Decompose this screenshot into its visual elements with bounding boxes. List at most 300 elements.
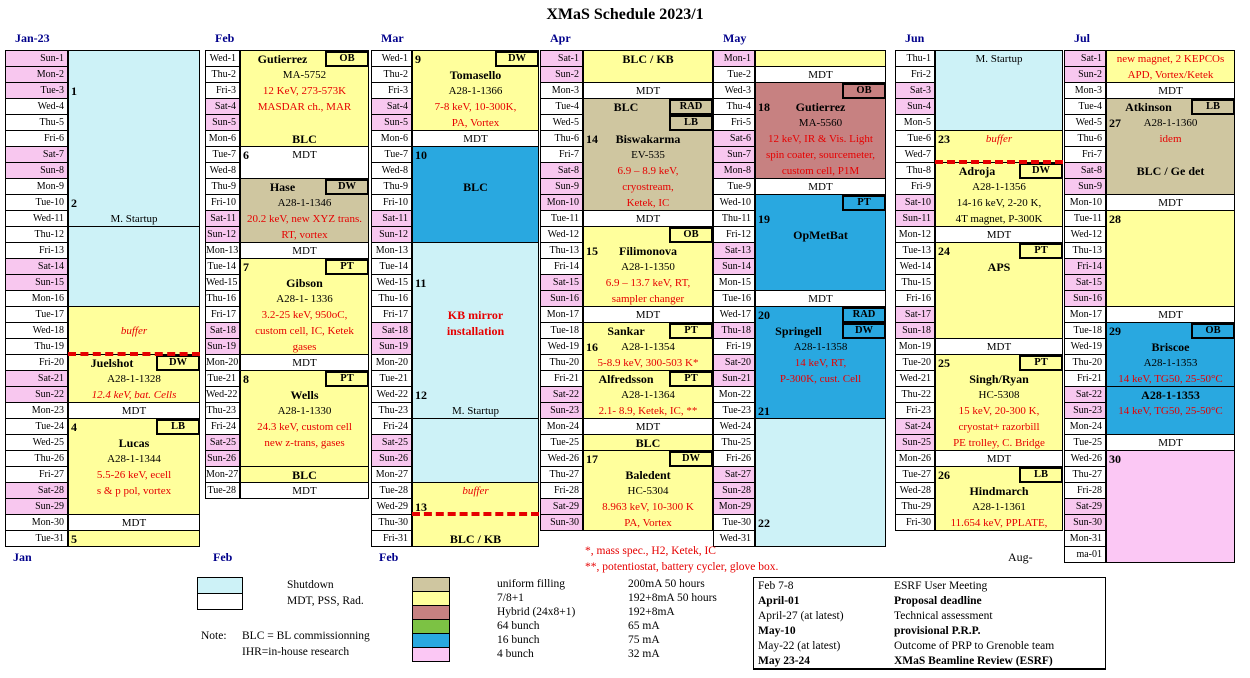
- legend-current-label: 192+8mA 50 hours: [628, 592, 717, 604]
- note-prefix: Note:: [201, 630, 227, 642]
- footnote-2: **, potentiostat, battery cycler, glove box.: [585, 561, 779, 573]
- day-cell: Fri-13: [5, 242, 68, 259]
- day-cell: Sat-18: [371, 322, 412, 339]
- period-divider: [68, 352, 200, 356]
- schedule-text: BLC / Ge det: [1136, 164, 1205, 178]
- day-cell: Tue-24: [5, 418, 68, 435]
- day-cell: Sun-21: [713, 370, 755, 387]
- schedule-block: [755, 82, 886, 179]
- tag-box: LB: [156, 419, 200, 435]
- schedule-text: 6.9 – 13.7 keV, RT,: [605, 277, 691, 289]
- week-number: 16: [586, 340, 598, 354]
- schedule-text: Hindmarch: [969, 484, 1029, 498]
- day-cell: Wed-15: [371, 274, 412, 291]
- day-cell: Tue-11: [540, 210, 583, 227]
- event-date: April-27 (at latest): [758, 610, 844, 622]
- schedule-block: [1106, 210, 1235, 307]
- legend-current-label: 192+8mA: [628, 606, 675, 618]
- day-cell: Sat-7: [5, 146, 68, 163]
- event-date: May-10: [758, 625, 796, 637]
- day-cell: Tue-18: [540, 322, 583, 339]
- schedule-block: [1106, 322, 1235, 387]
- schedule-text: installation: [446, 324, 505, 338]
- week-number: 18: [758, 100, 770, 114]
- tag-box: OB: [325, 51, 369, 67]
- day-cell: Sun-5: [205, 114, 240, 131]
- period-divider: [935, 160, 1063, 164]
- schedule-text: BLC: [292, 468, 317, 482]
- schedule-text: M. Startup: [975, 53, 1023, 65]
- week-number: 15: [586, 244, 598, 258]
- day-cell: Sun-16: [540, 290, 583, 307]
- day-cell: Tue-14: [371, 258, 412, 275]
- day-cell: Thu-23: [371, 402, 412, 419]
- aug-label: Aug-: [1008, 550, 1033, 564]
- schedule-text: BLC / KB: [449, 532, 502, 546]
- footnote-1: *, mass spec., H2, Ketek, IC: [585, 545, 716, 557]
- day-cell: Wed-8: [371, 162, 412, 179]
- schedule-text: 8.963 keV, 10-300 K: [602, 501, 694, 513]
- schedule-text: Tomasello: [449, 68, 502, 82]
- day-cell: Fri-28: [1064, 482, 1106, 499]
- day-cell: Fri-2: [895, 66, 935, 83]
- schedule-block: [583, 226, 713, 307]
- day-cell: Sun-2: [1064, 66, 1106, 83]
- schedule-block: [1106, 98, 1235, 195]
- schedule-text: 14 keV, RT,: [794, 357, 847, 369]
- schedule-text: buffer: [462, 485, 489, 497]
- schedule-text: Gutierrez: [257, 52, 308, 66]
- month-header: Apr: [550, 31, 571, 45]
- schedule-text: spin coater, sourcemeter,: [765, 149, 876, 161]
- schedule-text: BLC: [635, 436, 661, 450]
- day-cell: Tue-16: [713, 290, 755, 307]
- day-cell: Mon-1: [713, 50, 755, 67]
- legend-current-label: 200mA 50 hours: [628, 578, 705, 590]
- day-cell: Mon-13: [371, 242, 412, 259]
- schedule-text: A28-1- 1336: [276, 293, 333, 305]
- day-cell: Fri-23: [895, 402, 935, 419]
- schedule-text: Gutierrez: [795, 100, 846, 114]
- legend-label: MDT, PSS, Rad.: [287, 595, 364, 607]
- schedule-block: [935, 466, 1063, 531]
- day-cell: Sat-1: [1064, 50, 1106, 67]
- schedule-text: custom cell, IC, Ketek: [255, 325, 354, 337]
- day-cell: Tue-7: [371, 146, 412, 163]
- schedule-block: [68, 50, 200, 227]
- day-cell: Tue-23: [713, 402, 755, 419]
- day-cell: Fri-19: [713, 338, 755, 355]
- schedule-text: 6.9 – 8.9 keV,: [617, 165, 679, 177]
- day-cell: Sat-4: [205, 98, 240, 115]
- month-header: Jul: [1074, 31, 1091, 45]
- week-number: 26: [938, 468, 950, 482]
- event-label: XMaS Beamline Review (ESRF): [894, 655, 1053, 667]
- schedule-text: 12 KeV, 273-573K: [262, 85, 347, 97]
- event-label: Proposal deadline: [894, 595, 982, 607]
- schedule-text: MDT: [1158, 85, 1183, 97]
- schedule-block: [412, 50, 539, 131]
- schedule-block: [755, 194, 886, 291]
- tag-box: RAD: [842, 307, 886, 323]
- day-cell: Mon-10: [540, 194, 583, 211]
- schedule-text: A28-1-1360: [1143, 117, 1198, 129]
- day-cell: Mon-22: [713, 386, 755, 403]
- schedule-text: cryostream,: [622, 181, 674, 193]
- week-number: 27: [1109, 116, 1121, 130]
- day-cell: Wed-26: [540, 450, 583, 467]
- schedule-text: 7-8 keV, 10-300K,: [434, 101, 517, 113]
- day-cell: Mon-20: [371, 354, 412, 371]
- schedule-text: MDT: [121, 517, 147, 529]
- week-number: 12: [415, 388, 427, 402]
- day-cell: Thu-13: [1064, 242, 1106, 259]
- schedule-block: [1106, 434, 1235, 451]
- day-cell: Sat-4: [371, 98, 412, 115]
- schedule-text: MDT: [986, 229, 1012, 241]
- schedule-block: [1106, 306, 1235, 323]
- day-cell: Thu-6: [540, 130, 583, 147]
- day-cell: Thu-6: [1064, 130, 1106, 147]
- schedule-text: new magnet, 2 KEPCOs: [1116, 53, 1225, 65]
- day-cell: Mon-26: [895, 450, 935, 467]
- day-cell: Sun-14: [713, 258, 755, 275]
- day-cell: Sat-13: [713, 242, 755, 259]
- schedule-text: sampler changer: [611, 293, 685, 305]
- schedule-text: A28-1-1344: [107, 453, 161, 465]
- tag-box: DW: [1019, 163, 1063, 179]
- schedule-block: [583, 434, 713, 451]
- day-cell: Wed-11: [5, 210, 68, 227]
- schedule-block: [583, 322, 713, 371]
- schedule-text: Baledent: [625, 468, 671, 482]
- day-cell: Sun-8: [5, 162, 68, 179]
- schedule-text: Briscoe: [1151, 340, 1190, 354]
- day-cell: Tue-4: [540, 98, 583, 115]
- tag-box: PT: [325, 371, 369, 387]
- day-cell: Sat-25: [205, 434, 240, 451]
- month-header: Jan-23: [15, 31, 50, 45]
- tag-box: LB: [669, 115, 713, 131]
- schedule-text: MDT: [635, 421, 661, 433]
- day-cell: Mon-6: [205, 130, 240, 147]
- day-cell: Thu-27: [1064, 466, 1106, 483]
- schedule-text: HC-5304: [627, 485, 669, 497]
- schedule-text: MDT: [1158, 437, 1183, 449]
- schedule-text: s & p pol, vortex: [96, 485, 172, 497]
- schedule-text: A28-1-1328: [107, 373, 161, 385]
- day-cell: Wed-22: [205, 386, 240, 403]
- day-cell: Wed-29: [371, 498, 412, 515]
- day-cell: Sat-8: [1064, 162, 1106, 179]
- schedule-block: [240, 242, 369, 259]
- day-cell: Mon-17: [1064, 306, 1106, 323]
- day-cell: Mon-17: [540, 306, 583, 323]
- day-cell: Mon-8: [713, 162, 755, 179]
- day-cell: Tue-30: [713, 514, 755, 531]
- schedule-text: Adroja: [958, 164, 996, 178]
- schedule-text: P-300K, cust. Cell: [779, 373, 862, 385]
- page-title: XMaS Schedule 2023/1: [546, 6, 704, 23]
- event-label: Technical assessment: [894, 610, 993, 622]
- schedule-text: A28-1-1350: [621, 261, 675, 273]
- day-cell: Sun-29: [5, 498, 68, 515]
- day-cell: Mon-10: [1064, 194, 1106, 211]
- tag-box: PT: [325, 259, 369, 275]
- schedule-text: A28-1-1330: [277, 405, 332, 417]
- day-cell: Thu-5: [5, 114, 68, 131]
- day-cell: Wed-21: [895, 370, 935, 387]
- schedule-text: MDT: [635, 213, 661, 225]
- schedule-block: [68, 402, 200, 419]
- schedule-text: PA, Vortex: [451, 117, 500, 129]
- legend-fill-label: 7/8+1: [497, 592, 524, 604]
- day-cell: Tue-27: [895, 466, 935, 483]
- schedule-text: MDT: [986, 341, 1012, 353]
- schedule-block: [240, 482, 369, 499]
- day-cell: Thu-19: [5, 338, 68, 355]
- day-cell: Fri-21: [540, 370, 583, 387]
- day-cell: Thu-4: [713, 98, 755, 115]
- day-cell: Wed-15: [205, 274, 240, 291]
- day-cell: Wed-18: [5, 322, 68, 339]
- day-cell: Thu-13: [540, 242, 583, 259]
- schedule-text: MDT: [1158, 309, 1183, 321]
- legend-swatch: [412, 577, 450, 592]
- day-cell: Mon-9: [5, 178, 68, 195]
- schedule-text: Springell: [775, 324, 822, 338]
- day-cell: Sat-24: [895, 418, 935, 435]
- schedule-block: [583, 82, 713, 99]
- schedule-text: Hase: [269, 180, 296, 194]
- day-cell: Fri-12: [713, 226, 755, 243]
- tag-box: PT: [669, 371, 713, 387]
- day-cell: Sat-8: [540, 162, 583, 179]
- day-cell: Mon-2: [5, 66, 68, 83]
- schedule-text: MDT: [808, 293, 833, 305]
- schedule-text: MASDAR ch., MAR: [257, 101, 352, 113]
- day-cell: Sat-1: [540, 50, 583, 67]
- schedule-block: [68, 226, 200, 307]
- day-cell: Mon-20: [205, 354, 240, 371]
- month-footer: Feb: [213, 550, 233, 564]
- schedule-text: MDT: [121, 405, 147, 417]
- schedule-block: [240, 466, 369, 483]
- schedule-block: [240, 370, 369, 467]
- day-cell: Tue-6: [895, 130, 935, 147]
- day-cell: Wed-19: [540, 338, 583, 355]
- day-cell: Sat-21: [5, 370, 68, 387]
- day-cell: Wed-31: [713, 530, 755, 547]
- schedule-text: A28-1-1353: [1141, 388, 1200, 402]
- schedule-text: MDT: [292, 485, 317, 497]
- day-cell: Fri-17: [371, 306, 412, 323]
- week-number: 19: [758, 212, 770, 226]
- day-cell: Tue-13: [895, 242, 935, 259]
- tag-box: DW: [842, 323, 886, 339]
- day-cell: Mon-27: [371, 466, 412, 483]
- day-cell: Fri-7: [1064, 146, 1106, 163]
- schedule-text: 3.2-25 keV, 950oC,: [261, 309, 348, 321]
- schedule-text: gases: [292, 341, 317, 353]
- legend-fill-label: 64 bunch: [497, 620, 540, 632]
- schedule-block: [935, 338, 1063, 355]
- legend-swatch: [412, 619, 450, 634]
- schedule-text: 14 keV, TG50, 25-50°C: [1118, 405, 1223, 417]
- day-cell: Thu-25: [713, 434, 755, 451]
- note-line-blc: BLC = BL commissionning: [242, 630, 370, 642]
- schedule-text: A28-1-1358: [793, 341, 848, 353]
- schedule-block: [412, 418, 539, 483]
- legend-swatch: [412, 591, 450, 606]
- schedule-block: [583, 210, 713, 227]
- schedule-text: APS: [987, 260, 1011, 274]
- schedule-block: [68, 530, 200, 547]
- day-cell: Wed-22: [371, 386, 412, 403]
- day-cell: Fri-5: [713, 114, 755, 131]
- schedule-block: [240, 178, 369, 243]
- schedule-text: PA, Vortex: [624, 517, 672, 529]
- day-cell: Wed-17: [713, 306, 755, 323]
- day-cell: Fri-14: [1064, 258, 1106, 275]
- week-number: 5: [71, 532, 77, 546]
- month-header: Mar: [381, 31, 404, 45]
- day-cell: Sat-29: [540, 498, 583, 515]
- day-cell: Wed-12: [540, 226, 583, 243]
- event-date: May 23-24: [758, 655, 811, 667]
- day-cell: Mon-13: [205, 242, 240, 259]
- tag-box: OB: [842, 83, 886, 99]
- day-cell: Wed-3: [713, 82, 755, 99]
- week-number: 29: [1109, 324, 1121, 338]
- day-cell: Fri-27: [5, 466, 68, 483]
- schedule-block: [583, 370, 713, 419]
- schedule-block: [755, 66, 886, 83]
- legend-fill-label: Hybrid (24x8+1): [497, 606, 576, 618]
- week-number: 23: [938, 132, 950, 146]
- schedule-text: A28-1-1356: [972, 181, 1026, 193]
- day-cell: Mon-3: [540, 82, 583, 99]
- day-cell: Tue-11: [1064, 210, 1106, 227]
- schedule-block: [583, 306, 713, 323]
- schedule-text: MDT: [635, 85, 661, 97]
- day-cell: Thu-1: [895, 50, 935, 67]
- schedule-text: Gibson: [286, 276, 323, 290]
- month-header: May: [723, 31, 747, 45]
- day-cell: Tue-18: [1064, 322, 1106, 339]
- day-cell: Sat-15: [540, 274, 583, 291]
- day-cell: Sat-14: [5, 258, 68, 275]
- schedule-text: 5-8.9 keV, 300-503 K*: [597, 357, 699, 369]
- week-number: 17: [586, 452, 598, 466]
- schedule-block: [1106, 450, 1235, 563]
- day-cell: Tue-3: [5, 82, 68, 99]
- day-cell: Fri-28: [540, 482, 583, 499]
- schedule-text: KB mirror: [447, 308, 504, 322]
- day-cell: Tue-20: [895, 354, 935, 371]
- day-cell: Tue-2: [713, 66, 755, 83]
- day-cell: Sun-4: [895, 98, 935, 115]
- legend-swatch: [197, 577, 243, 594]
- day-cell: Fri-7: [540, 146, 583, 163]
- schedule-text: M. Startup: [110, 213, 158, 225]
- day-cell: Wed-8: [205, 162, 240, 179]
- schedule-text: Alfredsson: [598, 372, 654, 386]
- schedule-text: MA-5752: [282, 69, 327, 81]
- tag-box: PT: [1019, 243, 1063, 259]
- schedule-block: [68, 418, 200, 515]
- day-cell: Sun-26: [371, 450, 412, 467]
- schedule-text: MDT: [292, 149, 317, 161]
- schedule-text: Sankar: [607, 324, 645, 338]
- schedule-text: buffer: [120, 325, 148, 337]
- legend-fill-label: 16 bunch: [497, 634, 540, 646]
- week-number: 8: [243, 372, 249, 386]
- week-number: 7: [243, 260, 249, 274]
- day-cell: Thu-11: [713, 210, 755, 227]
- schedule-text: Singh/Ryan: [969, 372, 1029, 386]
- tag-box: RAD: [669, 99, 713, 115]
- schedule-text: 12.4 keV, bat. Cells: [91, 389, 177, 401]
- week-number: 30: [1109, 452, 1121, 466]
- day-cell: Wed-1: [371, 50, 412, 67]
- schedule-text: Biswakarma: [615, 132, 681, 146]
- day-cell: Sat-22: [1064, 386, 1106, 403]
- day-cell: Tue-7: [205, 146, 240, 163]
- day-cell: Thu-29: [895, 498, 935, 515]
- day-cell: Sat-3: [895, 82, 935, 99]
- schedule-text: MDT: [986, 453, 1012, 465]
- schedule-text: Juelshot: [90, 356, 134, 370]
- schedule-block: [755, 418, 886, 547]
- schedule-text: MDT: [635, 309, 661, 321]
- day-cell: Tue-4: [1064, 98, 1106, 115]
- schedule-block: [412, 130, 539, 147]
- day-cell: Sun-25: [895, 434, 935, 451]
- day-cell: Fri-6: [5, 130, 68, 147]
- day-cell: Mon-24: [540, 418, 583, 435]
- day-cell: Sun-19: [371, 338, 412, 355]
- day-cell: Wed-12: [1064, 226, 1106, 243]
- tag-box: PT: [669, 323, 713, 339]
- schedule-text: 15 keV, 20-300 K,: [958, 405, 1040, 417]
- schedule-block: [935, 226, 1063, 243]
- schedule-text: custom cell, P1M: [781, 165, 860, 177]
- day-cell: Sun-5: [371, 114, 412, 131]
- week-number: 20: [758, 308, 770, 322]
- schedule-block: [935, 162, 1063, 227]
- week-number: 2: [71, 196, 77, 210]
- week-number: 28: [1109, 212, 1121, 226]
- day-cell: Sat-17: [895, 306, 935, 323]
- day-cell: Wed-7: [895, 146, 935, 163]
- day-cell: Sun-11: [895, 210, 935, 227]
- event-date: May-22 (at latest): [758, 640, 841, 652]
- day-cell: Tue-25: [1064, 434, 1106, 451]
- schedule-text: BLC: [463, 180, 488, 194]
- schedule-block: [935, 130, 1063, 163]
- week-number: 6: [243, 148, 249, 162]
- day-cell: Tue-21: [205, 370, 240, 387]
- day-cell: Fri-30: [895, 514, 935, 531]
- schedule-block: [240, 146, 369, 179]
- month-header: Feb: [215, 31, 235, 45]
- week-number: 10: [415, 148, 427, 162]
- tag-box: DW: [669, 451, 713, 467]
- day-cell: Mon-30: [5, 514, 68, 531]
- schedule-text: MDT: [808, 69, 833, 81]
- week-number: 22: [758, 516, 770, 530]
